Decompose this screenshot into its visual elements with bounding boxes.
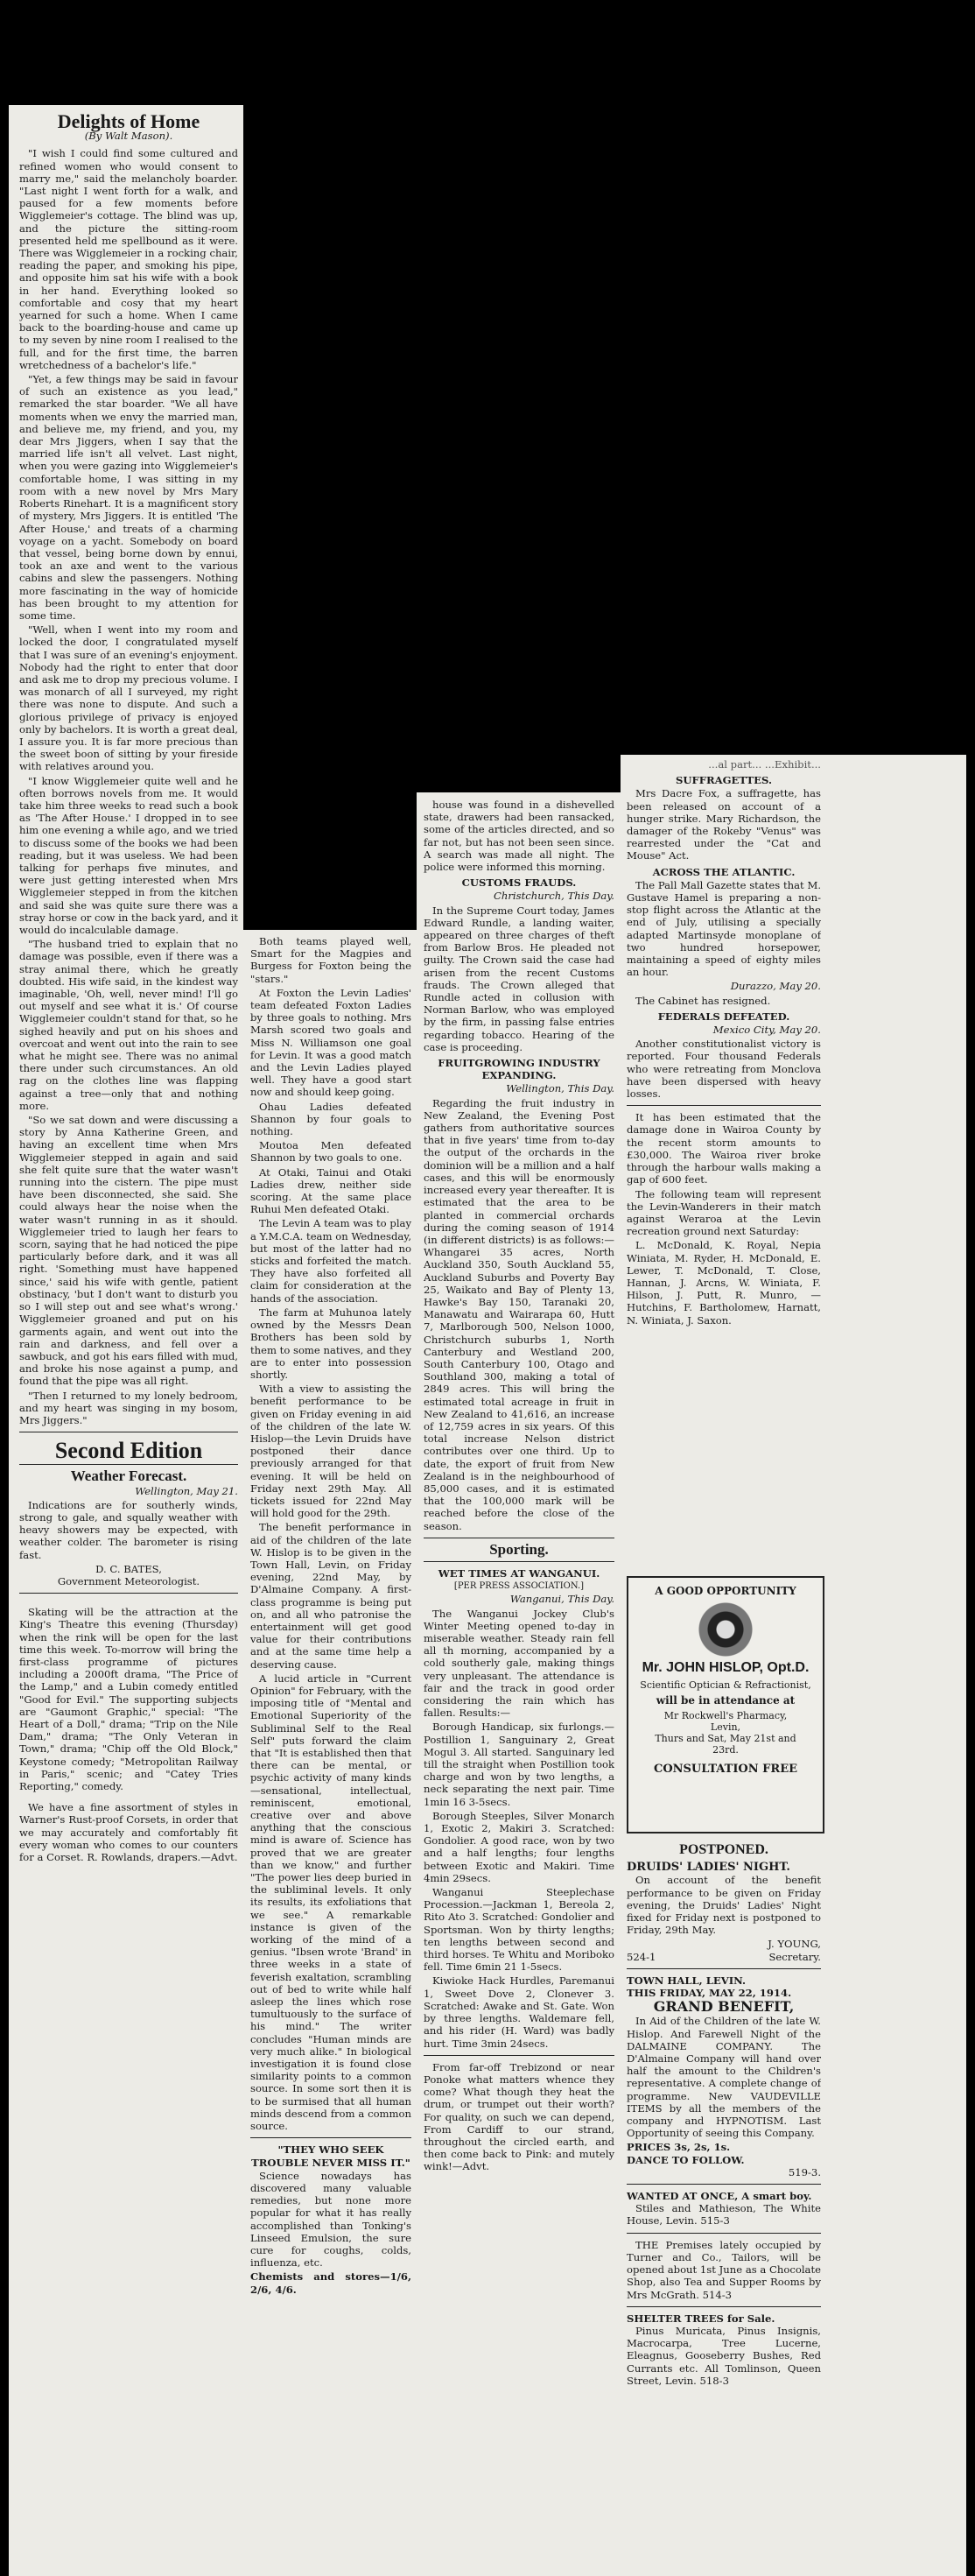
weather-signature-role: Government Meteorologist. — [57, 1574, 200, 1587]
race-result: Borough Steeples, Silver Monarch 1, Exotic 2, Makiri 3. Scratched: Gondolier. A good race, won by two and a half lengths; four lengths between Exotic and Makiri. Time 4min 29secs. — [424, 1809, 614, 1884]
consultation-free: CONSULTATION FREE — [653, 1763, 798, 1776]
article-paragraph: "Well, when I went into my room and locked the door, I congratulated myself that I was sure of an evening's enjoyment. Nobody had the right to enter that door and ask me to drop my precious volume. I was monarch of all I surveyed, my right there was none to dispute. And such a glorious privilege of privacy is enjoyed only by bachelors. It is worth a great deal, I assure you. It is far more precious than the sweet boon of sitting by your fireside with relatives around you. — [19, 623, 238, 773]
article-paragraph: "I wish I could find some cultured and refined women who would consent to marry me," said the melancholy boarder. "Last night I went forth for a walk, and paused for a few moments before Wigglemeier's cottage. The blind was up, and the picture the sitting-room presented held me spellbound as it were. There was Wigglemeier in a rocking chair, reading the paper, and smoking his pipe, and opposite him sat his wife with a book in her hand. Everything looked so comfortable and cosy that my heart yearned for such a home. When I came back to the boarding-house and came up to my seven by nine room I realised to the full, and for the first time, the barren wretchedness of a bachelor's life." — [19, 147, 238, 371]
corsets-notice: We have a fine assortment of styles in Warner's Rust-proof Corsets, in order that we may accurately and comfortably fit every woman who comes to our counters for a Corset. R. Rowlands, drapers.—Advt. — [19, 1801, 238, 1864]
emulsion-ad-title: "THEY WHO SEEK TROUBLE NEVER MISS IT." — [251, 2143, 410, 2169]
druids-title: DRUIDS' LADIES' NIGHT. — [627, 1861, 790, 1875]
article-paragraph: "So we sat down and were discussing a story by Anna Katherine Green, and having an excellent time when Mrs Wigglemeier stepped in again and said she felt quite sure that the water wasn't running into the cistern. The pipe must have been disconnected, she said. She could always hear the noise when the water wasn't running in as it should. Wigglemeier tried to laugh her fears to scorn, saying that he had noticed the pipe particularly before dark, and it was all right. 'Something must have happened since,' said his wife with gentle, patient obstinacy, 'but I don't want to disturb you so I will step out and see what's wrong.' Wigglemeier groaned and put on his garments again, and went out into the rain and darkness, and fell over a sawbuck, and got his ears filled with mud, and broke his nose against a pump, and found that the pipe was all right. — [19, 1114, 238, 1388]
article-paragraph: "Yet, a few things may be said in favour of such an existence as you lead," remarked the star boarder. "We all have moments when we envy the married man, and believe me, my friend, and you, my dear Mrs Jiggers, when I say that the married life isn't all velvet. Last night, when you were gazing into Wigglemeier's comfortable home, I was sitting in my room with a new novel by Mrs Mary Roberts Rinehart. It is a magnificent story of mystery, Mrs Jiggers. It is entitled 'The After House,' and treats of a charming voyage on a yacht. Somebody on board that vessel, being borne down by ennui, took an axe and went to the various cabins and slew the passengers. Nothing more fascinating in the way of homicide has been brought to my attention for some time. — [19, 373, 238, 622]
cabinet-notice: The Cabinet has resigned. — [635, 994, 771, 1007]
football-paragraph: Ohau Ladies defeated Shannon by four goals to nothing. — [250, 1100, 411, 1138]
druids-footer — [627, 1951, 821, 1963]
druids-body: On account of the benefit performance to be given on Friday evening, the Druids' Ladies' Night fixed for Friday next is postponed to Friday, 29th May. — [627, 1874, 821, 1937]
article-paragraph: "The husband tried to explain that no damage was possible, even if there was a stray animal there, which he greatly doubted. His wife said, in the kindest way imaginable, 'Oh, well, never mind! I'll go out myself and see what it is.' Of course Wigglemeier couldn't stand for that, so he sighed heavily and put on his shoes and overcoat and went out into the rain to see what he might see. There was no animal there under such circumstances. An old rag on the clothes line was flapping against a tree—only that and nothing more. — [19, 938, 238, 1112]
football-paragraph: The Levin A team was to play a Y.M.C.A. team on Wednesday, but most of the latter had no sticks and forfeited the match. They have also forfeited all claim for consideration at the hands of the association. — [250, 1217, 411, 1305]
divider — [627, 1968, 821, 1969]
weather-dateline: Wellington, May 21. — [135, 1484, 238, 1497]
federals-body: Another constitutionalist victory is reported. Four thousand Federals who were retreating from Monclova have been dispersed with heavy losses. — [627, 1038, 821, 1101]
benefit-prices: PRICES 3s, 2s, 1s. — [627, 2141, 731, 2154]
optician-dates: Thurs and Sat, May 21st and 23rd. — [655, 1733, 796, 1756]
divider — [627, 1105, 821, 1106]
shelter-title: SHELTER TREES for Sale. — [627, 2312, 775, 2325]
news-paragraph: A lucid article in "Current Opinion" for February, with the imposing title of "Mental and Emotional Superiority of the Subliminal Self to the Real Self" puts forward the claim that "It is established then that there can be mental, or psychic activity of many kinds—sensational, intellectual, reminiscent, emotional, creative over and above anything that the conscious mind is aware of. Science has proved that we are greater than we know," and further "The power lies deep buried in the subliminal levels. It only its results, its exfoliations that we see." A remarkable instance is given of the working of the mind of a genius. "Ibsen wrote 'Brand' in three weeks in a state of feverish exaltation, scrambling out of bed to write while half asleep the lines which rose tumultuously to the surface of his mind." The writer concludes "Human minds are very much alike." In biological investigation it is found close similarity points to a common source. In some sort then it is to be surmised that all human minds descend from a common source. — [250, 1672, 411, 2133]
divider — [19, 1464, 238, 1465]
durazzo-dateline: Durazzo, May 20. — [730, 980, 821, 993]
federals-title: FEDERALS DEFEATED. — [657, 1010, 790, 1023]
news-paragraph: The farm at Muhunoa lately owned by the Messrs Dean Brothers has been sold by them to some natives, and they are to enter into possession shortly. — [250, 1306, 411, 1381]
druids-role: Secretary. — [768, 1950, 821, 1963]
wanted-body: Stiles and Mathieson, The White House, Levin. 515-3 — [627, 2202, 821, 2228]
left-column — [19, 112, 238, 2569]
article-paragraph: "I know Wigglemeier quite well and he often borrows novels from me. It would take him three weeks to read such a book as 'The After House.' I dropped in to see him one evening a while ago, and we tried to discuss some of the books we had been reading, but it was useless. We had been talking for perhaps five minutes, and were just getting interested when Mrs Wigglemeier stepped in from the kitchen and said she was quite sure there was a stray horse or cow in the back yard, and it would do incalculable damage. — [19, 774, 238, 936]
eye-icon — [673, 1602, 778, 1657]
team-list: L. McDonald, K. Royal, Nepia Winiata, M. Ryder, H. McDonald, E. Lewer, T. McDonald, T. Close, Hannan, J. Arcns, W. Winiata, F. Hilson, J. Putt, R. Munro, — Hutchins, F. Bartholomew, Harnatt, N. Winiata, J. Saxon. — [627, 1239, 821, 1327]
wanganui-title: WET TIMES AT WANGANUI. — [438, 1566, 600, 1580]
race-result: Wanganui Steeplechase Procession.—Jackman 1, Bereola 2, Rito Ato 3. Scratched: Gondolier and Sportsman. Won by thirty lengths; ten lengths between second and third horses. Te Whitu and Moriboko fell. Time 6min 21 1-5secs. — [424, 1886, 614, 1974]
team-intro: The following team will represent the Levin-Wanderers in their match against Weraroa at the Levin recreation ground next Saturday: — [627, 1187, 821, 1238]
weather-body: Indications are for southerly winds, strong to gale, and squally weather with heavy showers may be expected, with weather colder. The barometer is rising fast. — [19, 1498, 238, 1561]
customs-title: CUSTOMS FRAUDS. — [461, 876, 577, 890]
optician-advert — [627, 1576, 824, 1833]
optician-town: Levin, — [710, 1721, 741, 1733]
druids-ref: 524-1 — [627, 1950, 656, 1963]
benefit-title: GRAND BENEFIT, — [653, 1998, 795, 2016]
weather-signature: D. C. BATES, — [95, 1562, 162, 1575]
atlantic-title: ACROSS THE ATLANTIC. — [652, 865, 796, 878]
article-title: Delights of Home — [57, 112, 200, 132]
townhall-date: THIS FRIDAY, MAY 22, 1914. — [627, 1987, 792, 2000]
benefit-body: In Aid of the Children of the late W. Hislop. And Farewell Night of the DALMAINE COMPANY. The D'Almaine Company will hand over half the amount to the Children's representative. A complete change of programme. New VAUDEVILLE ITEMS by all the members of the company and HYPNOTISM. Last Opportunity of seeing this Company. — [627, 2015, 821, 2140]
wanted-title: WANTED AT ONCE, A smart boy. — [627, 2190, 812, 2203]
classifieds-column — [627, 1839, 821, 2569]
postponed-title: POSTPONED. — [679, 1842, 768, 1857]
advert-headline: A GOOD OPPORTUNITY — [655, 1585, 796, 1597]
byline: (By Walt Mason). — [84, 130, 173, 143]
football-paragraph: At Foxton the Levin Ladies' team defeated Foxton Ladies by three goals to nothing. Mrs Marsh scored two goals and Miss N. Williamson one goal for Levin. It was a good match and the Levin Ladies played well. They have a good start now and should keep going. — [250, 986, 411, 1099]
weather-title: Weather Forecast. — [70, 1467, 187, 1485]
optician-role: Scientific Optician & Refractionist, — [640, 1679, 811, 1691]
divider — [19, 1593, 238, 1594]
center-column — [424, 799, 614, 2569]
emulsion-ad-body: Science nowadays has discovered many valuable remedies, but none more popular for what it has really accomplished than Tonking's Linseed Emulsion, the sure cure for coughs, colds, influenza, etc. — [250, 2169, 411, 2270]
skating-notice: Skating will be the attraction at the King's Theatre this evening (Thursday) when the rink will be open for the last time this week. To-morrow will bring the first-class programme of pictures including a 2000ft drama, "The Price of the Lamp," and a Lubin comedy entitled "Good for Evil." The supporting subjects are "Gaumont Graphic," special: "The Heart of a Doll," drama; "Trip on the Nile Dam," drama; "The Only Veteran in Town," drama; "Chip off the Old Block," Keystone comedy; "Metropolitan Railway in Paris," scenic; and "Catey Tries Reporting," comedy. — [19, 1606, 238, 1792]
shelter-body: Pinus Muricata, Pinus Insignis, Macrocarpa, Tree Lucerne, Eleagnus, Gooseberry Bushes, Red Currants etc. All Tomlinson, Queen Street, Levin. 518-3 — [627, 2324, 821, 2387]
fruit-title: FRUITGROWING INDUSTRY EXPANDING. — [438, 1057, 600, 1082]
druids-signature: J. YOUNG, — [768, 1938, 821, 1951]
divider — [424, 1561, 614, 1562]
football-paragraph: Both teams played well, Smart for the Magpies and Burgess for Foxton being the "stars." — [250, 935, 411, 985]
article-paragraph: "Then I returned to my lonely bedroom, and my heart was singing in my bosom, Mrs Jiggers." — [19, 1389, 238, 1426]
customs-dateline: Christchurch, This Day. — [494, 890, 614, 903]
football-paragraph: At Otaki, Tainui and Otaki Ladies drew, neither side scoring. At the same place Ruhui Men defeated Otaki. — [250, 1165, 411, 1216]
optician-place: Mr Rockwell's Pharmacy, — [663, 1710, 788, 1721]
divider — [627, 2233, 821, 2234]
divider — [627, 2184, 821, 2185]
divider — [250, 2137, 411, 2138]
federals-dateline: Mexico City, May 20. — [712, 1024, 821, 1037]
optician-attendance: will be in attendance at — [656, 1694, 796, 1707]
edition-label: Second Edition — [54, 1438, 203, 1464]
fragment-text: ...al part... ...Exhibit... — [708, 758, 821, 771]
premises-notice: THE Premises lately occupied by Turner and Co., Tailors, will be opened about 1st June as a Chocolate Shop, also Tea and Supper Rooms by Mrs McGrath. 514-3 — [627, 2238, 821, 2301]
optician-name: Mr. JOHN HISLOP, Opt.D. — [642, 1660, 810, 1675]
wanganui-dateline: Wanganui, This Day. — [509, 1593, 614, 1606]
wanganui-source: [PER PRESS ASSOCIATION.] — [453, 1581, 585, 1592]
pink-advert: From far-off Trebizond or near Ponoke what matters whence they come? What though they heat the drum, or trumpet out their worth? For quality, on such we can depend, From Cardiff to our strand, throughout the circled earth, and then come back to Pink: and mutely wink!—Advt. — [424, 2060, 614, 2173]
emulsion-ad-footer: Chemists and stores—1/6, 2/6, 4/6. — [250, 2270, 411, 2296]
middle-column — [250, 935, 411, 2569]
race-result: Borough Handicap, six furlongs.—Postillion 1, Sanguinary 2, Great Mogul 3. All started. Sanguinary led till the straight when Postillion took charge and won by two lengths, a neck separating the next pair. Time 1min 16 3-5secs. — [424, 1721, 614, 1808]
news-paragraph: With a view to assisting the benefit performance to be given on Friday evening in aid of the children of the late W. Hislop—the Levin Druids have postponed their dance previously arranged for that evening. It will be held on Friday next 29th May. All tickets issued for 22nd May will hold good for the 29th. — [250, 1383, 411, 1520]
race-result: Kiwioke Hack Hurdles, Paremanui 1, Sweet Dove 2, Clonever 3. Scratched: Awake and St. Gate. Won by three lengths. Waldemare fell, and his rider (H. Ward) was badly hurt. Time 3min 24secs. — [424, 1974, 614, 2050]
fruit-body: Regarding the fruit industry in New Zealand, the Evening Post gathers from authoritative sources that in five years' time from to-day the output of the orchards in the dominion will be a million and a half cases, and this will be enormously increased every year thereafter. It is estimated that the area to be planted in commercial orchards during the coming season of 1914 (in different districts) is as follows:—Whangarei 35 acres, North Auckland 350, South Auckland 55, Auckland Suburbs and Poverty Bay 25, Waikato and Bay of Plenty 13, Hawke's Bay 150, Taranaki 20, Manawatu and Wairarapa 60, Hutt 7, Marlborough 500, Nelson 1000, Christchurch suburbs 1, North Canterbury and Westland 200, South Canterbury 100, Otago and Southland 300, making a total of 2849 acres. This will bring the estimated total acreage in fruit in New Zealand to 41,616, an increase of 12,759 acres in six years. Of this total increase Nelson district contributes over one third. Up to date, the export of fruit from New Zealand is in the neighbourhood of 85,000 cases, and it is estimated that the 100,000 mark will be reached before the close of the season. — [424, 1096, 614, 1532]
divider — [424, 2055, 614, 2056]
wanganui-body: The Wanganui Jockey Club's Winter Meeting opened to-day in miserable weather. Steady rain fell all th morning, accompanied by a cold southerly gale, making things very unpleasant. The attendance is fair and the track in good order considering the rain which has fallen. Results:— — [424, 1607, 614, 1720]
benefit-dance: DANCE TO FOLLOW. — [627, 2153, 745, 2166]
football-paragraph: Moutoa Men defeated Shannon by two goals to one. — [250, 1139, 411, 1165]
benefit-ref: 519-3. — [788, 2165, 821, 2178]
fruit-dateline: Wellington, This Day. — [506, 1082, 614, 1095]
suffragettes-body: Mrs Dacre Fox, a suffragette, has been released on account of a hunger strike. Mary Richardson, the damager of the Rokeby "Venus" was rearrested under the "Cat and Mouse" Act. — [627, 787, 821, 862]
atlantic-body: The Pall Mall Gazette states that M. Gustave Hamel is preparing a non-stop flight across the Atlantic at the end of July, utilising a specially adapted Martinsyde monoplane of two hundred horsepower, maintaining a speed of eighty miles an hour. — [627, 878, 821, 979]
suffragettes-title: SUFFRAGETTES. — [676, 774, 772, 787]
customs-body: In the Supreme Court today, James Edward Rundle, a landing waiter, appeared on three charges of theft from Barlow Bros. He pleaded not guilty. The Crown said the case had arisen from the recent Customs frauds. The Crown alleged that Rundle acted in collusion with Norman Barlow, who was employed by the firm, in passing false entries regarding tobacco. Hearing of the case is proceeding. — [424, 904, 614, 1053]
divider — [627, 2306, 821, 2307]
news-fragment: house was found in a dishevelled state, drawers had been ransacked, some of the articles directed, and so far not, but has not been seen since. A search was made all night. The police were informed this morning. — [424, 799, 614, 874]
news-paragraph: The benefit performance in aid of the children of the late W. Hislop is to be given in the Town Hall, Levin, on Friday evening, 22nd May, by D'Almaine Company. A first-class programme is being put on, and all who patronise the entertainment will get good value for their contributions and at the same time help a deserving cause. — [250, 1521, 411, 1671]
townhall-title: TOWN HALL, LEVIN. — [627, 1974, 747, 1987]
wairoa-body: It has been estimated that the damage done in Wairoa County by the recent storm amounts to £30,000. The Wairoa river broke through the harbour walls making a gap of 600 feet. — [627, 1111, 821, 1186]
sporting-title: Sporting. — [489, 1540, 549, 1558]
